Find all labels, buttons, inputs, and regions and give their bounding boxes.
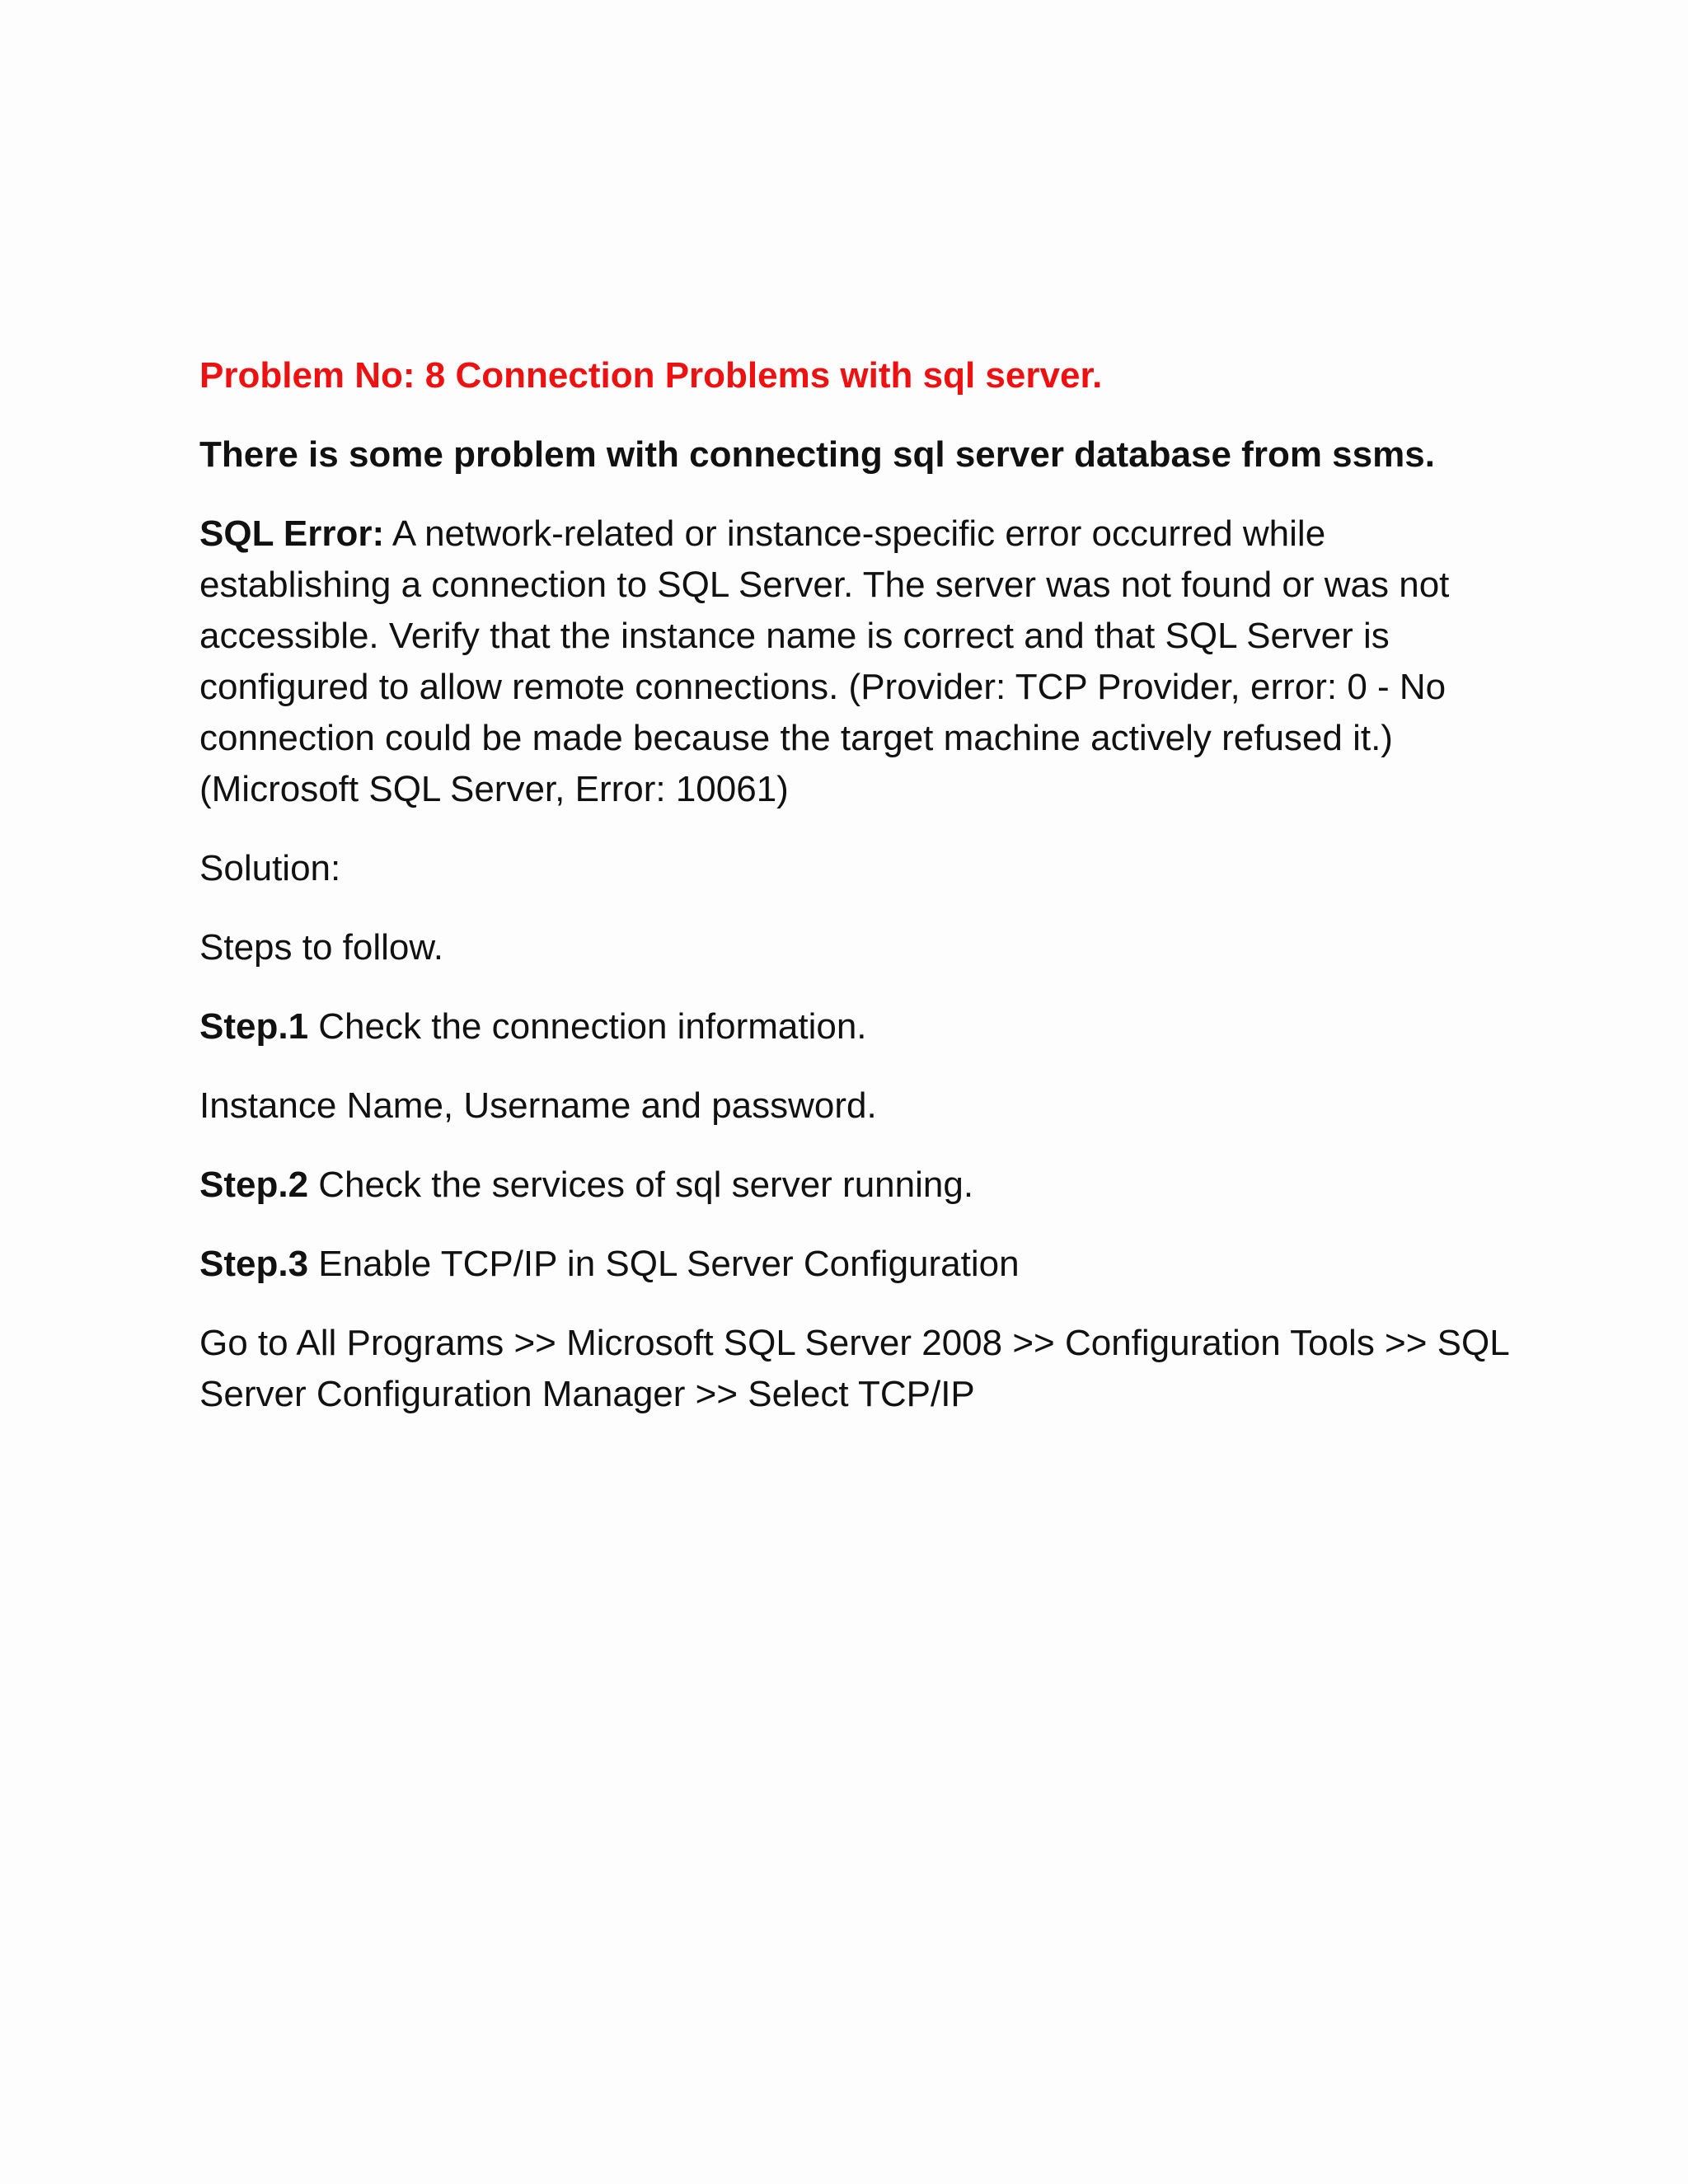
- solution-heading: Solution:: [199, 848, 341, 888]
- steps-intro: Steps to follow.: [199, 927, 443, 968]
- step-3-text: Enable TCP/IP in SQL Server Configuration: [308, 1244, 1020, 1284]
- sql-error-text: A network-related or instance-specific error occurred while establishing a connection to SQL Server. The server was not found or was not accessible. Verify that the instance name is correct and that SQL Server is configured to allow remote connections. (Provider: TCP Provider, error: 0 - No connection could be made because the target machine actively refused it.) (Microsoft SQL Server, Error: 10061): [199, 513, 1450, 809]
- document-body: [199, 350, 1518, 1448]
- step-1-detail: Instance Name, Username and password.: [199, 1085, 877, 1126]
- problem-title: Problem No: 8 Connection Problems with sql server.: [199, 355, 1103, 396]
- step-1-text: Check the connection information.: [308, 1006, 867, 1047]
- step-1-label: Step.1: [199, 1006, 309, 1047]
- sql-error-label: SQL Error:: [199, 513, 385, 554]
- step-2-text: Check the services of sql server running.: [308, 1165, 974, 1205]
- step-3-label: Step.3: [199, 1244, 309, 1284]
- problem-subtitle: There is some problem with connecting sql server database from ssms.: [199, 434, 1435, 475]
- step-3: [199, 1239, 1518, 1290]
- step-2: [199, 1160, 1518, 1211]
- step-2-label: Step.2: [199, 1165, 309, 1205]
- step-1: [199, 1001, 1518, 1052]
- sql-error-paragraph: [199, 509, 1518, 815]
- step-3-path: Go to All Programs >> Microsoft SQL Server 2008 >> Configuration Tools >> SQL Server Configuration Manager >> Select TCP/IP: [199, 1323, 1509, 1414]
